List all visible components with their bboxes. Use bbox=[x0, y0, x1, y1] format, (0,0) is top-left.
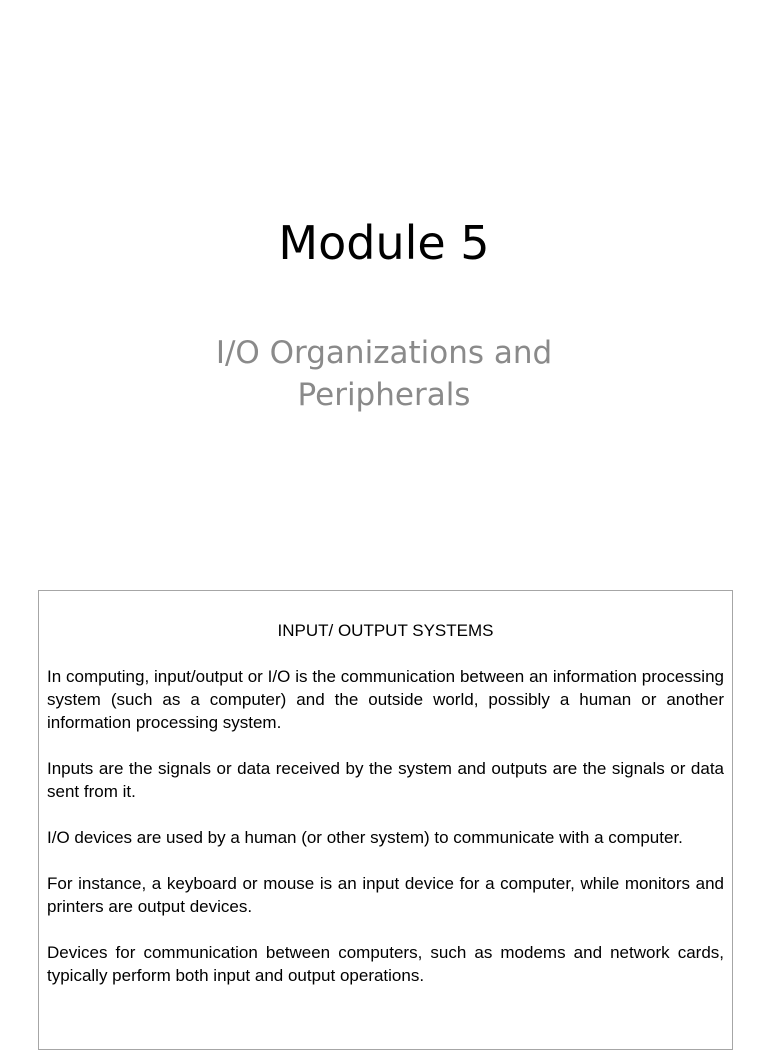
paragraph-io-definition: In computing, input/output or I/O is the communication between an information processing system (such as a computer) and the outside world, possibly a human or another information processing system. bbox=[47, 667, 724, 732]
module-title: Module 5 bbox=[278, 216, 490, 270]
paragraph-communication-devices: Devices for communication between computers, such as modems and network cards, typically perform both input and output operations. bbox=[47, 943, 724, 985]
paragraph-io-devices: I/O devices are used by a human (or other system) to communicate with a computer. bbox=[47, 828, 683, 847]
paragraph-device-examples: For instance, a keyboard or mouse is an input device for a computer, while monitors and printers are output devices. bbox=[47, 874, 724, 916]
panel-heading: INPUT/ OUTPUT SYSTEMS bbox=[277, 621, 494, 640]
content-panel bbox=[38, 590, 733, 1050]
paragraph-inputs-outputs: Inputs are the signals or data received by the system and outputs are the signals or data sent from it. bbox=[47, 759, 724, 801]
module-subtitle: I/O Organizations and Peripherals bbox=[215, 335, 553, 413]
